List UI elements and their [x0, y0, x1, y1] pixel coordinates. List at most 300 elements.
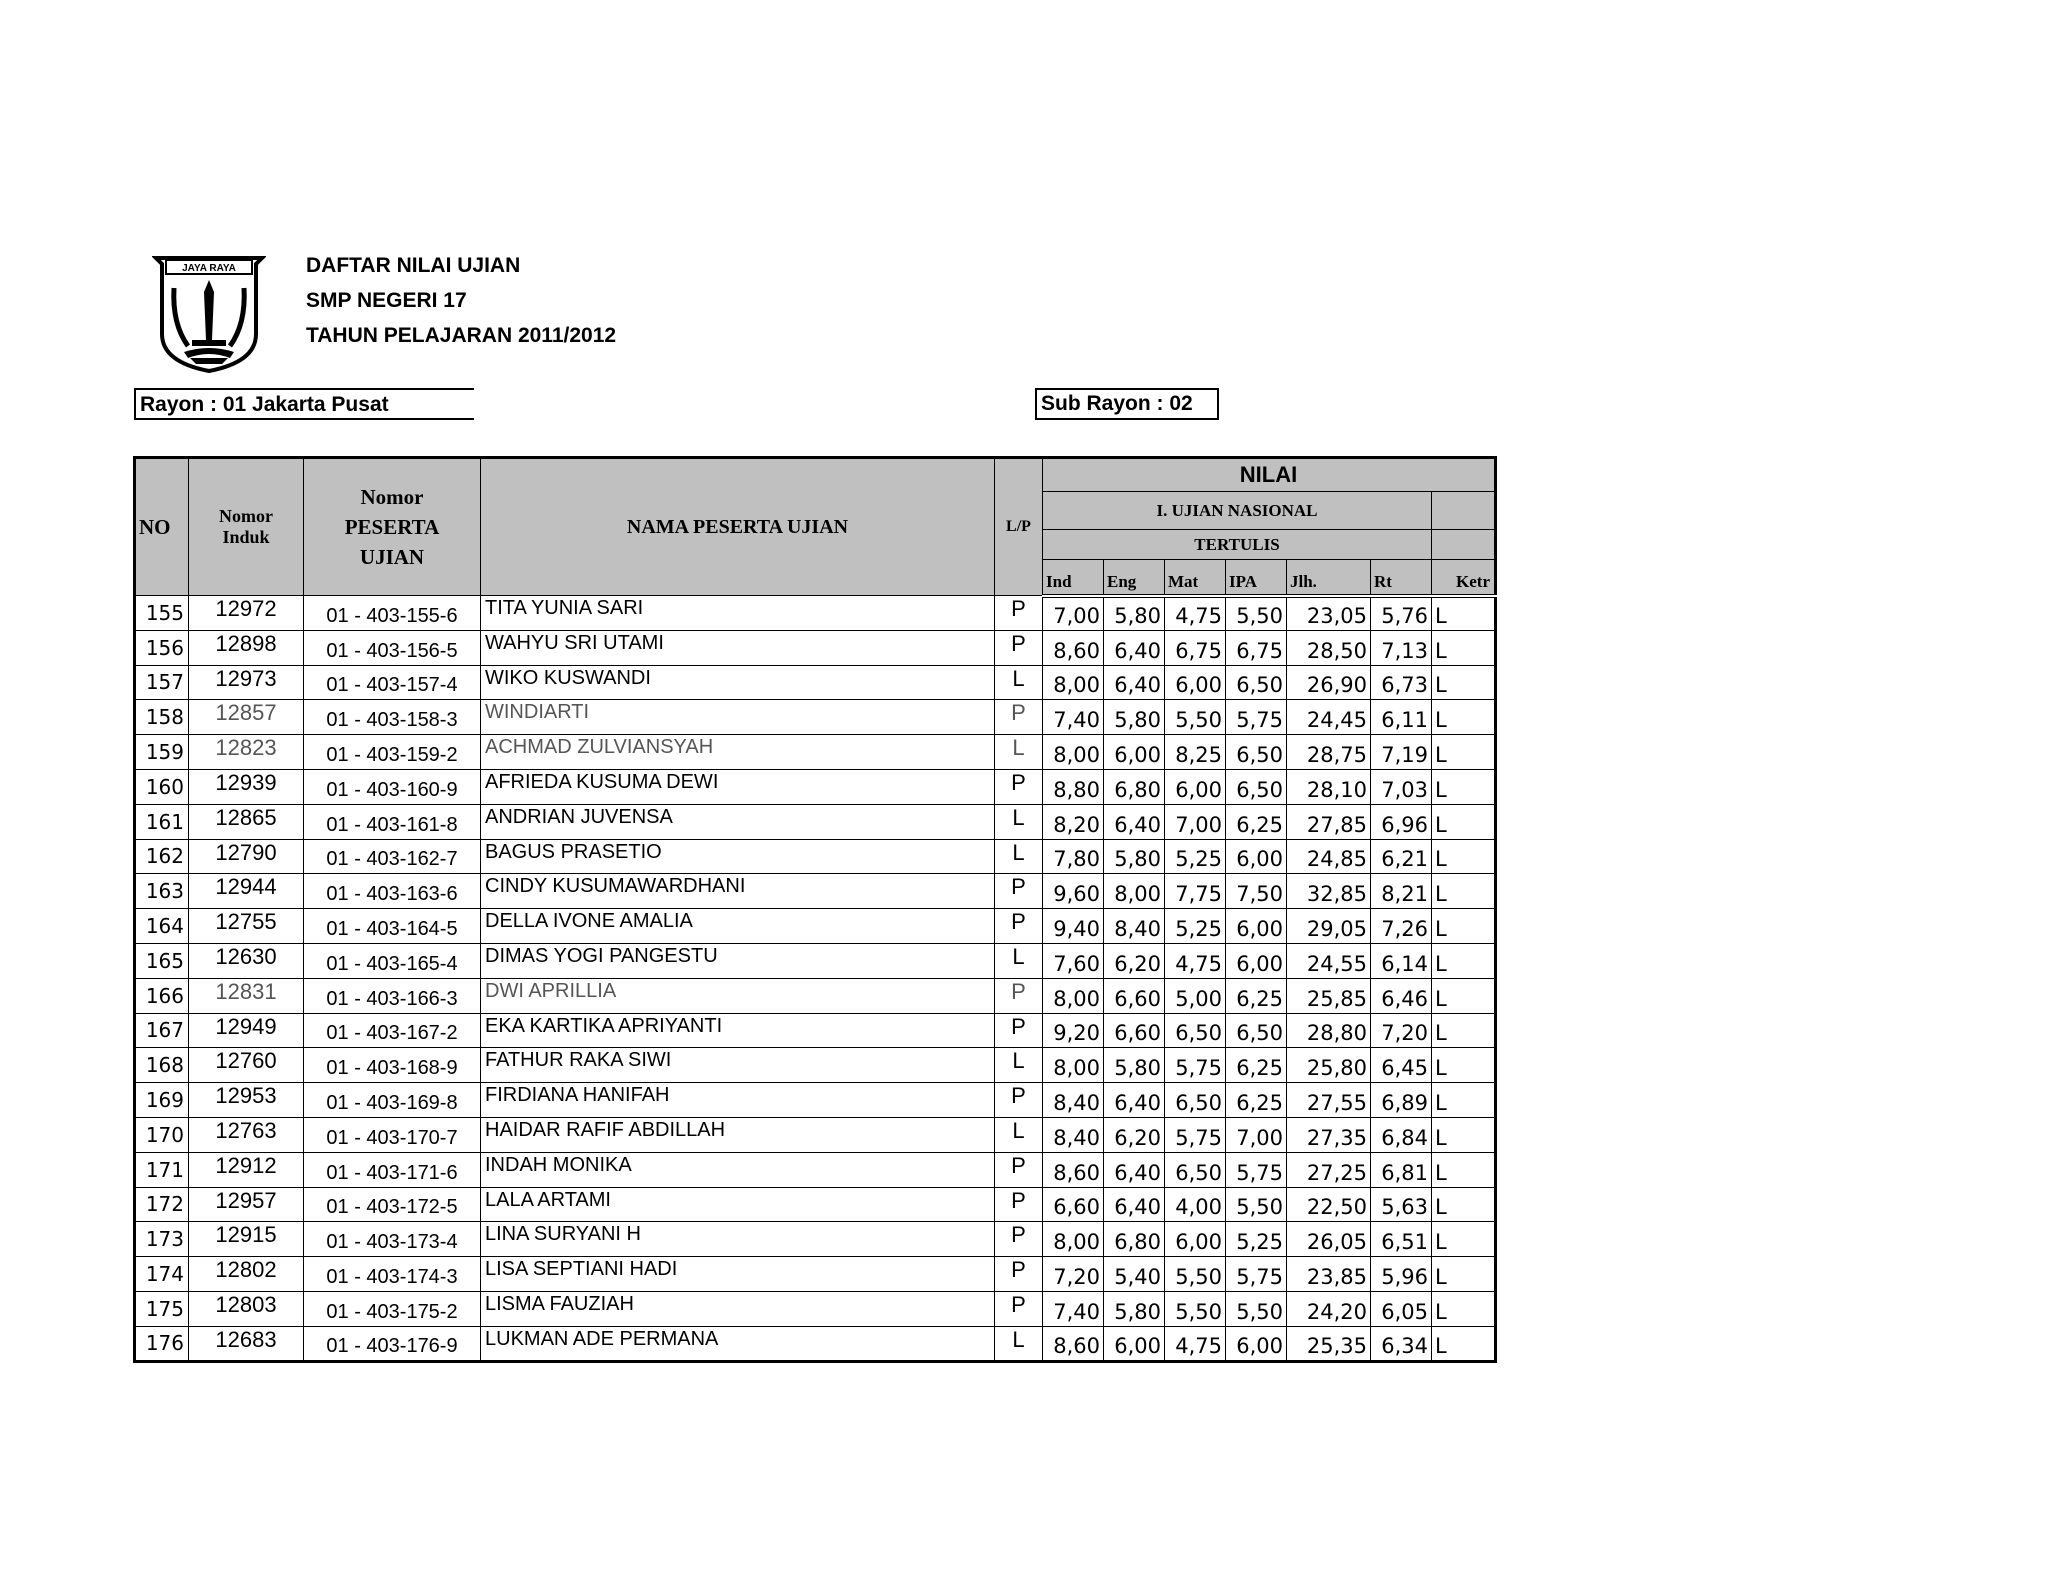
row-nama: DELLA IVONE AMALIA [481, 909, 995, 944]
row-nama: CINDY KUSUMAWARDHANI [481, 874, 995, 909]
row-ind: 6,60 [1043, 1187, 1104, 1222]
row-jlh: 25,85 [1287, 978, 1371, 1013]
row-no: 169 [135, 1083, 189, 1118]
row-ind: 9,40 [1043, 909, 1104, 944]
row-nama: EKA KARTIKA APRIYANTI [481, 1013, 995, 1048]
row-ketr: L [1432, 1013, 1496, 1048]
row-induk: 12953 [189, 1083, 304, 1118]
row-rt: 5,63 [1371, 1187, 1432, 1222]
row-jlh: 27,85 [1287, 804, 1371, 839]
row-ind: 8,80 [1043, 769, 1104, 804]
row-no: 176 [135, 1326, 189, 1361]
table-row [135, 909, 1496, 944]
row-jlh: 24,55 [1287, 943, 1371, 978]
row-ipa: 6,25 [1226, 804, 1287, 839]
row-rt: 6,46 [1371, 978, 1432, 1013]
row-nama: DIMAS YOGI PANGESTU [481, 943, 995, 978]
row-eng: 6,60 [1104, 978, 1165, 1013]
row-ipa: 5,75 [1226, 1257, 1287, 1292]
row-peserta: 01 - 403-165-4 [304, 943, 481, 978]
row-nama: LISA SEPTIANI HADI [481, 1257, 995, 1292]
row-lp: P [995, 1152, 1043, 1187]
row-mat: 4,75 [1165, 596, 1226, 631]
row-nama: ANDRIAN JUVENSA [481, 804, 995, 839]
row-peserta: 01 - 403-166-3 [304, 978, 481, 1013]
row-mat: 5,25 [1165, 839, 1226, 874]
table-row [135, 1117, 1496, 1152]
row-lp: L [995, 804, 1043, 839]
row-lp: P [995, 630, 1043, 665]
row-ketr: L [1432, 1117, 1496, 1152]
row-induk: 12944 [189, 874, 304, 909]
row-rt: 6,34 [1371, 1326, 1432, 1361]
row-eng: 5,80 [1104, 1048, 1165, 1083]
row-lp: P [995, 1222, 1043, 1257]
row-nama: TITA YUNIA SARI [481, 596, 995, 631]
row-nama: FATHUR RAKA SIWI [481, 1048, 995, 1083]
row-ind: 8,40 [1043, 1117, 1104, 1152]
row-no: 172 [135, 1187, 189, 1222]
table-row [135, 735, 1496, 770]
table-row [135, 1222, 1496, 1257]
row-ipa: 6,25 [1226, 1048, 1287, 1083]
row-induk: 12939 [189, 769, 304, 804]
col-lp-header: L/P [995, 458, 1043, 596]
sub-rayon-label: Sub Rayon : 02 [1035, 388, 1219, 420]
row-jlh: 28,80 [1287, 1013, 1371, 1048]
row-eng: 8,40 [1104, 909, 1165, 944]
row-ind: 8,00 [1043, 665, 1104, 700]
row-peserta: 01 - 403-156-5 [304, 630, 481, 665]
row-ketr: L [1432, 735, 1496, 770]
row-mat: 5,50 [1165, 1291, 1226, 1326]
row-rt: 7,26 [1371, 909, 1432, 944]
row-lp: P [995, 1291, 1043, 1326]
table-row [135, 1083, 1496, 1118]
row-ketr: L [1432, 630, 1496, 665]
row-no: 158 [135, 700, 189, 735]
row-peserta: 01 - 403-159-2 [304, 735, 481, 770]
row-ipa: 6,00 [1226, 1326, 1287, 1361]
row-ind: 8,00 [1043, 735, 1104, 770]
row-no: 156 [135, 630, 189, 665]
col-induk-header [189, 458, 304, 596]
row-mat: 6,50 [1165, 1013, 1226, 1048]
row-jlh: 24,20 [1287, 1291, 1371, 1326]
row-eng: 6,00 [1104, 735, 1165, 770]
row-ipa: 5,75 [1226, 700, 1287, 735]
row-ketr: L [1432, 1083, 1496, 1118]
sub-jlh-header: Jlh. [1287, 560, 1371, 596]
row-rt: 6,05 [1371, 1291, 1432, 1326]
table-row [135, 1048, 1496, 1083]
row-peserta: 01 - 403-155-6 [304, 596, 481, 631]
row-rt: 7,19 [1371, 735, 1432, 770]
row-no: 168 [135, 1048, 189, 1083]
row-peserta: 01 - 403-171-6 [304, 1152, 481, 1187]
row-ketr: L [1432, 596, 1496, 631]
row-ketr: L [1432, 665, 1496, 700]
row-rt: 7,03 [1371, 769, 1432, 804]
row-rt: 6,21 [1371, 839, 1432, 874]
row-induk: 12683 [189, 1326, 304, 1361]
ujian-nasional-header: I. UJIAN NASIONAL [1043, 492, 1432, 530]
table-row [135, 943, 1496, 978]
row-mat: 5,00 [1165, 978, 1226, 1013]
row-peserta: 01 - 403-170-7 [304, 1117, 481, 1152]
row-induk: 12972 [189, 596, 304, 631]
row-peserta: 01 - 403-175-2 [304, 1291, 481, 1326]
row-lp: P [995, 874, 1043, 909]
row-induk: 12630 [189, 943, 304, 978]
row-lp: L [995, 943, 1043, 978]
row-eng: 5,80 [1104, 839, 1165, 874]
row-ipa: 6,00 [1226, 839, 1287, 874]
row-jlh: 26,90 [1287, 665, 1371, 700]
row-peserta: 01 - 403-158-3 [304, 700, 481, 735]
row-rt: 7,20 [1371, 1013, 1432, 1048]
row-ipa: 6,50 [1226, 769, 1287, 804]
row-lp: L [995, 1048, 1043, 1083]
row-eng: 8,00 [1104, 874, 1165, 909]
row-ind: 8,60 [1043, 1326, 1104, 1361]
row-ipa: 5,75 [1226, 1152, 1287, 1187]
row-jlh: 27,55 [1287, 1083, 1371, 1118]
row-no: 162 [135, 839, 189, 874]
row-induk: 12915 [189, 1222, 304, 1257]
row-peserta: 01 - 403-161-8 [304, 804, 481, 839]
row-induk: 12763 [189, 1117, 304, 1152]
table-row [135, 596, 1496, 631]
row-ind: 9,20 [1043, 1013, 1104, 1048]
tertulis-spacer [1432, 530, 1496, 560]
title-line-3: TAHUN PELAJARAN 2011/2012 [306, 324, 617, 347]
row-ipa: 6,25 [1226, 978, 1287, 1013]
row-ketr: L [1432, 909, 1496, 944]
row-peserta: 01 - 403-176-9 [304, 1326, 481, 1361]
row-rt: 6,73 [1371, 665, 1432, 700]
row-lp: P [995, 700, 1043, 735]
row-no: 165 [135, 943, 189, 978]
row-mat: 4,75 [1165, 1326, 1226, 1361]
row-eng: 6,40 [1104, 1083, 1165, 1118]
row-mat: 7,00 [1165, 804, 1226, 839]
row-jlh: 25,80 [1287, 1048, 1371, 1083]
row-peserta: 01 - 403-163-6 [304, 874, 481, 909]
table-row [135, 700, 1496, 735]
row-peserta: 01 - 403-167-2 [304, 1013, 481, 1048]
row-eng: 6,40 [1104, 804, 1165, 839]
row-mat: 5,50 [1165, 1257, 1226, 1292]
row-ipa: 6,50 [1226, 735, 1287, 770]
row-induk: 12803 [189, 1291, 304, 1326]
row-nama: WAHYU SRI UTAMI [481, 630, 995, 665]
nilai-header: NILAI [1043, 458, 1496, 492]
row-jlh: 23,05 [1287, 596, 1371, 631]
row-mat: 7,75 [1165, 874, 1226, 909]
row-mat: 6,50 [1165, 1083, 1226, 1118]
table-row [135, 1326, 1496, 1361]
row-ketr: L [1432, 978, 1496, 1013]
row-ketr: L [1432, 839, 1496, 874]
row-ind: 8,40 [1043, 1083, 1104, 1118]
table-row [135, 769, 1496, 804]
row-rt: 6,96 [1371, 804, 1432, 839]
row-lp: P [995, 769, 1043, 804]
row-mat: 8,25 [1165, 735, 1226, 770]
sub-eng-header: Eng [1104, 560, 1165, 596]
row-induk: 12802 [189, 1257, 304, 1292]
row-eng: 6,20 [1104, 943, 1165, 978]
row-ipa: 5,50 [1226, 1291, 1287, 1326]
row-ketr: L [1432, 1222, 1496, 1257]
row-induk: 12898 [189, 630, 304, 665]
table-row [135, 630, 1496, 665]
row-ipa: 6,75 [1226, 630, 1287, 665]
row-mat: 4,00 [1165, 1187, 1226, 1222]
row-no: 175 [135, 1291, 189, 1326]
row-no: 159 [135, 735, 189, 770]
col-induk-line1: Nomor [219, 506, 273, 526]
row-jlh: 28,10 [1287, 769, 1371, 804]
row-ind: 7,60 [1043, 943, 1104, 978]
row-lp: P [995, 596, 1043, 631]
row-nama: DWI APRILLIA [481, 978, 995, 1013]
row-induk: 12831 [189, 978, 304, 1013]
row-lp: P [995, 1257, 1043, 1292]
row-ketr: L [1432, 874, 1496, 909]
logo-text: JAYA RAYA [182, 263, 236, 274]
row-mat: 6,50 [1165, 1152, 1226, 1187]
row-ind: 7,40 [1043, 700, 1104, 735]
row-mat: 6,00 [1165, 769, 1226, 804]
row-no: 161 [135, 804, 189, 839]
row-ketr: L [1432, 943, 1496, 978]
row-jlh: 25,35 [1287, 1326, 1371, 1361]
row-ketr: L [1432, 1187, 1496, 1222]
row-jlh: 32,85 [1287, 874, 1371, 909]
row-ipa: 7,00 [1226, 1117, 1287, 1152]
row-peserta: 01 - 403-173-4 [304, 1222, 481, 1257]
table-row [135, 804, 1496, 839]
row-induk: 12790 [189, 839, 304, 874]
row-jlh: 26,05 [1287, 1222, 1371, 1257]
row-lp: L [995, 1117, 1043, 1152]
title-line-1: DAFTAR NILAI UJIAN [306, 254, 521, 277]
row-mat: 5,75 [1165, 1048, 1226, 1083]
row-rt: 6,45 [1371, 1048, 1432, 1083]
row-ind: 8,60 [1043, 1152, 1104, 1187]
col-peserta-line1: Nomor [360, 485, 424, 509]
row-nama: FIRDIANA HANIFAH [481, 1083, 995, 1118]
row-peserta: 01 - 403-168-9 [304, 1048, 481, 1083]
row-rt: 6,14 [1371, 943, 1432, 978]
row-ketr: L [1432, 1326, 1496, 1361]
row-nama: HAIDAR RAFIF ABDILLAH [481, 1117, 995, 1152]
row-lp: P [995, 909, 1043, 944]
row-lp: P [995, 978, 1043, 1013]
row-ketr: L [1432, 1257, 1496, 1292]
row-no: 163 [135, 874, 189, 909]
table-row [135, 978, 1496, 1013]
row-mat: 6,75 [1165, 630, 1226, 665]
col-peserta-header [304, 458, 481, 596]
table-row [135, 874, 1496, 909]
row-rt: 5,76 [1371, 596, 1432, 631]
row-ipa: 5,25 [1226, 1222, 1287, 1257]
row-eng: 6,80 [1104, 769, 1165, 804]
row-nama: INDAH MONIKA [481, 1152, 995, 1187]
row-peserta: 01 - 403-174-3 [304, 1257, 481, 1292]
row-jlh: 27,35 [1287, 1117, 1371, 1152]
sub-mat-header: Mat [1165, 560, 1226, 596]
row-peserta: 01 - 403-162-7 [304, 839, 481, 874]
row-ipa: 6,50 [1226, 1013, 1287, 1048]
row-ind: 8,00 [1043, 978, 1104, 1013]
row-ind: 7,00 [1043, 596, 1104, 631]
row-induk: 12823 [189, 735, 304, 770]
row-ketr: L [1432, 1048, 1496, 1083]
row-no: 167 [135, 1013, 189, 1048]
row-eng: 5,40 [1104, 1257, 1165, 1292]
title-line-2: SMP NEGERI 17 [306, 289, 467, 312]
row-ind: 7,80 [1043, 839, 1104, 874]
row-lp: P [995, 1013, 1043, 1048]
row-ind: 7,20 [1043, 1257, 1104, 1292]
row-rt: 6,84 [1371, 1117, 1432, 1152]
row-induk: 12949 [189, 1013, 304, 1048]
row-ind: 9,60 [1043, 874, 1104, 909]
sub-rt-header: Rt [1371, 560, 1432, 596]
row-eng: 6,40 [1104, 630, 1165, 665]
row-nama: BAGUS PRASETIO [481, 839, 995, 874]
ujian-nasional-spacer [1432, 492, 1496, 530]
row-mat: 5,25 [1165, 909, 1226, 944]
table-row [135, 1257, 1496, 1292]
row-jlh: 28,50 [1287, 630, 1371, 665]
row-eng: 5,80 [1104, 596, 1165, 631]
document-title [306, 248, 616, 353]
table-row [135, 665, 1496, 700]
row-rt: 6,89 [1371, 1083, 1432, 1118]
row-no: 160 [135, 769, 189, 804]
row-lp: L [995, 1326, 1043, 1361]
row-ketr: L [1432, 1291, 1496, 1326]
row-eng: 6,80 [1104, 1222, 1165, 1257]
row-no: 171 [135, 1152, 189, 1187]
row-no: 164 [135, 909, 189, 944]
row-ketr: L [1432, 1152, 1496, 1187]
row-lp: L [995, 665, 1043, 700]
row-rt: 7,13 [1371, 630, 1432, 665]
row-mat: 6,00 [1165, 1222, 1226, 1257]
row-jlh: 29,05 [1287, 909, 1371, 944]
row-nama: LISMA FAUZIAH [481, 1291, 995, 1326]
row-jlh: 22,50 [1287, 1187, 1371, 1222]
row-mat: 5,50 [1165, 700, 1226, 735]
row-ind: 8,00 [1043, 1222, 1104, 1257]
row-no: 170 [135, 1117, 189, 1152]
row-peserta: 01 - 403-157-4 [304, 665, 481, 700]
grade-table [133, 456, 1497, 1363]
col-peserta-line2: PESERTA [344, 515, 440, 539]
row-ipa: 6,25 [1226, 1083, 1287, 1118]
table-row [135, 1152, 1496, 1187]
row-eng: 5,80 [1104, 700, 1165, 735]
row-ipa: 6,00 [1226, 943, 1287, 978]
row-jlh: 24,85 [1287, 839, 1371, 874]
row-rt: 5,96 [1371, 1257, 1432, 1292]
row-ipa: 6,50 [1226, 665, 1287, 700]
row-rt: 6,81 [1371, 1152, 1432, 1187]
tertulis-header: TERTULIS [1043, 530, 1432, 560]
row-ipa: 5,50 [1226, 596, 1287, 631]
row-nama: ACHMAD ZULVIANSYAH [481, 735, 995, 770]
row-induk: 12857 [189, 700, 304, 735]
row-no: 157 [135, 665, 189, 700]
row-peserta: 01 - 403-164-5 [304, 909, 481, 944]
col-peserta-line3: UJIAN [359, 545, 425, 569]
row-ind: 8,60 [1043, 630, 1104, 665]
row-eng: 6,00 [1104, 1326, 1165, 1361]
row-rt: 8,21 [1371, 874, 1432, 909]
row-mat: 4,75 [1165, 943, 1226, 978]
row-ind: 8,20 [1043, 804, 1104, 839]
row-jlh: 23,85 [1287, 1257, 1371, 1292]
rayon-label: Rayon : 01 Jakarta Pusat [134, 388, 474, 420]
row-jlh: 28,75 [1287, 735, 1371, 770]
row-no: 166 [135, 978, 189, 1013]
row-peserta: 01 - 403-160-9 [304, 769, 481, 804]
row-nama: AFRIEDA KUSUMA DEWI [481, 769, 995, 804]
row-rt: 6,51 [1371, 1222, 1432, 1257]
row-nama: WIKO KUSWANDI [481, 665, 995, 700]
row-peserta: 01 - 403-172-5 [304, 1187, 481, 1222]
row-jlh: 27,25 [1287, 1152, 1371, 1187]
sub-ketr-header: Ketr [1432, 560, 1496, 596]
col-nama-header: NAMA PESERTA UJIAN [481, 458, 995, 596]
row-ketr: L [1432, 700, 1496, 735]
row-lp: L [995, 735, 1043, 770]
sub-ind-header: Ind [1043, 560, 1104, 596]
row-induk: 12760 [189, 1048, 304, 1083]
row-no: 155 [135, 596, 189, 631]
jakarta-emblem-icon [152, 254, 266, 374]
row-eng: 6,40 [1104, 1152, 1165, 1187]
row-nama: LALA ARTAMI [481, 1187, 995, 1222]
row-induk: 12973 [189, 665, 304, 700]
row-induk: 12755 [189, 909, 304, 944]
row-lp: P [995, 1083, 1043, 1118]
row-ipa: 6,00 [1226, 909, 1287, 944]
row-ketr: L [1432, 769, 1496, 804]
table-row [135, 839, 1496, 874]
row-lp: L [995, 839, 1043, 874]
row-nama: LINA SURYANI H [481, 1222, 995, 1257]
row-eng: 6,20 [1104, 1117, 1165, 1152]
row-no: 173 [135, 1222, 189, 1257]
row-mat: 5,75 [1165, 1117, 1226, 1152]
table-row [135, 1187, 1496, 1222]
col-induk-line2: Induk [222, 527, 270, 547]
row-eng: 6,40 [1104, 1187, 1165, 1222]
row-no: 174 [135, 1257, 189, 1292]
row-nama: LUKMAN ADE PERMANA [481, 1326, 995, 1361]
row-mat: 6,00 [1165, 665, 1226, 700]
row-rt: 6,11 [1371, 700, 1432, 735]
row-eng: 6,40 [1104, 665, 1165, 700]
col-no-header: NO [135, 458, 189, 596]
